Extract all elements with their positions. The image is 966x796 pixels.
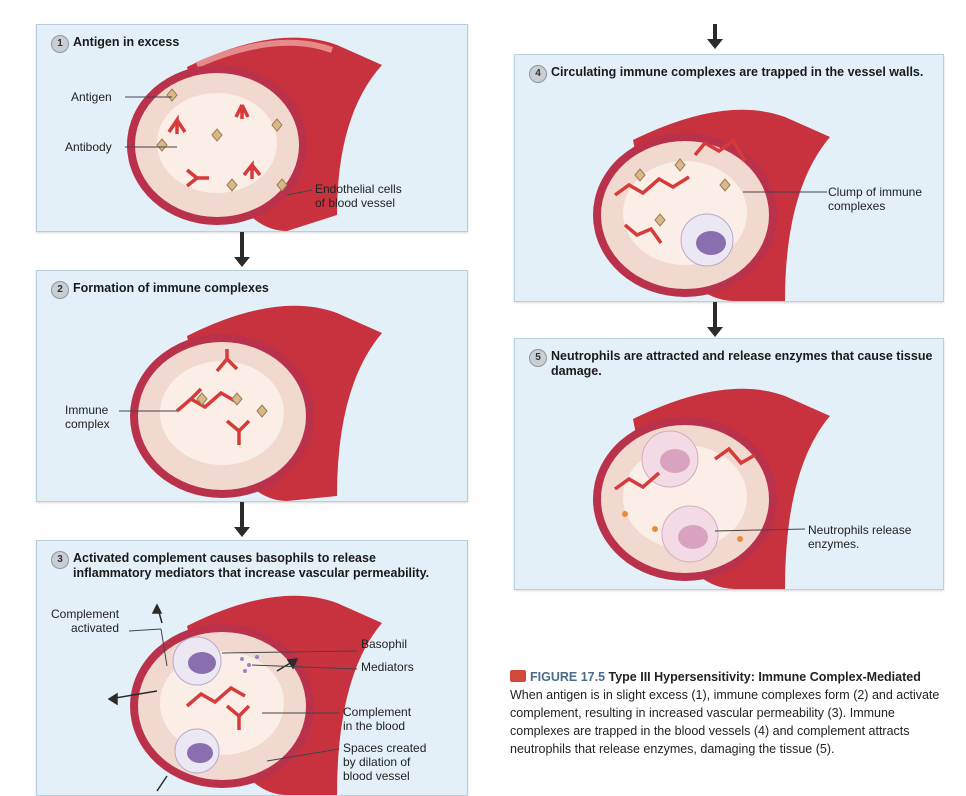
label-neutrophils: Neutrophils release enzymes. — [808, 523, 912, 551]
panel-3-title: 3 Activated complement causes basophils to release inflammatory mediators that increase vascular permeability. — [51, 551, 457, 581]
vessel-illustration — [37, 271, 467, 501]
panel-4-title: 4 Circulating immune complexes are trapped in the vessel walls. — [529, 65, 933, 80]
step-number-3: 3 — [51, 551, 69, 569]
label-antigen: Antigen — [71, 90, 112, 104]
label-endothelial: Endothelial cells of blood vessel — [315, 182, 402, 210]
label-immune-complex: Immune complex — [65, 403, 110, 431]
panel-2-title: 2 Formation of immune complexes — [51, 281, 457, 296]
figure-text: When antigen is in slight excess (1), immune complexes form (2) and activate complement, resulting in increased vascular permeability (3). Immune complexes are trapped in the blood vessels (4) and complement attracts neutrophils that release enzymes, damaging the tissue (5). — [510, 688, 940, 756]
label-complement-blood: Complement in the blood — [343, 705, 412, 733]
figure-caption — [510, 668, 940, 758]
vessel-illustration — [515, 55, 943, 301]
panel-5-title: 5 Neutrophils are attracted and release enzymes that cause tissue damage. — [529, 349, 933, 379]
figure-number: FIGURE 17.5 — [530, 670, 606, 684]
label-complement-activated: Complement activated — [51, 607, 120, 635]
step-number-2: 2 — [51, 281, 69, 299]
figure-icon — [510, 670, 526, 682]
panel-1-title: 1 Antigen in excess — [51, 35, 457, 50]
flow-arrow-top — [713, 24, 717, 40]
label-antibody: Antibody — [65, 140, 112, 154]
panel-5 — [514, 338, 944, 590]
label-basophil: Basophil — [361, 637, 408, 651]
vessel-illustration — [37, 25, 467, 231]
vessel-illustration — [515, 339, 943, 589]
step-number-5: 5 — [529, 349, 547, 367]
label-mediators: Mediators — [361, 660, 414, 674]
panel-2 — [36, 270, 468, 502]
figure-title: Type III Hypersensitivity: Immune Complex-Mediated — [608, 670, 921, 684]
flow-arrow-1-2 — [240, 232, 244, 258]
step-number-1: 1 — [51, 35, 69, 53]
flow-arrow-2-3 — [240, 502, 244, 528]
label-clump-immune: Clump of immune complexes — [828, 185, 923, 213]
panel-3 — [36, 540, 468, 796]
label-spaces-dilation: Spaces created by dilation of blood vessel — [343, 741, 427, 783]
panel-1 — [36, 24, 468, 232]
step-number-4: 4 — [529, 65, 547, 83]
panel-4 — [514, 54, 944, 302]
flow-arrow-4-5 — [713, 302, 717, 328]
